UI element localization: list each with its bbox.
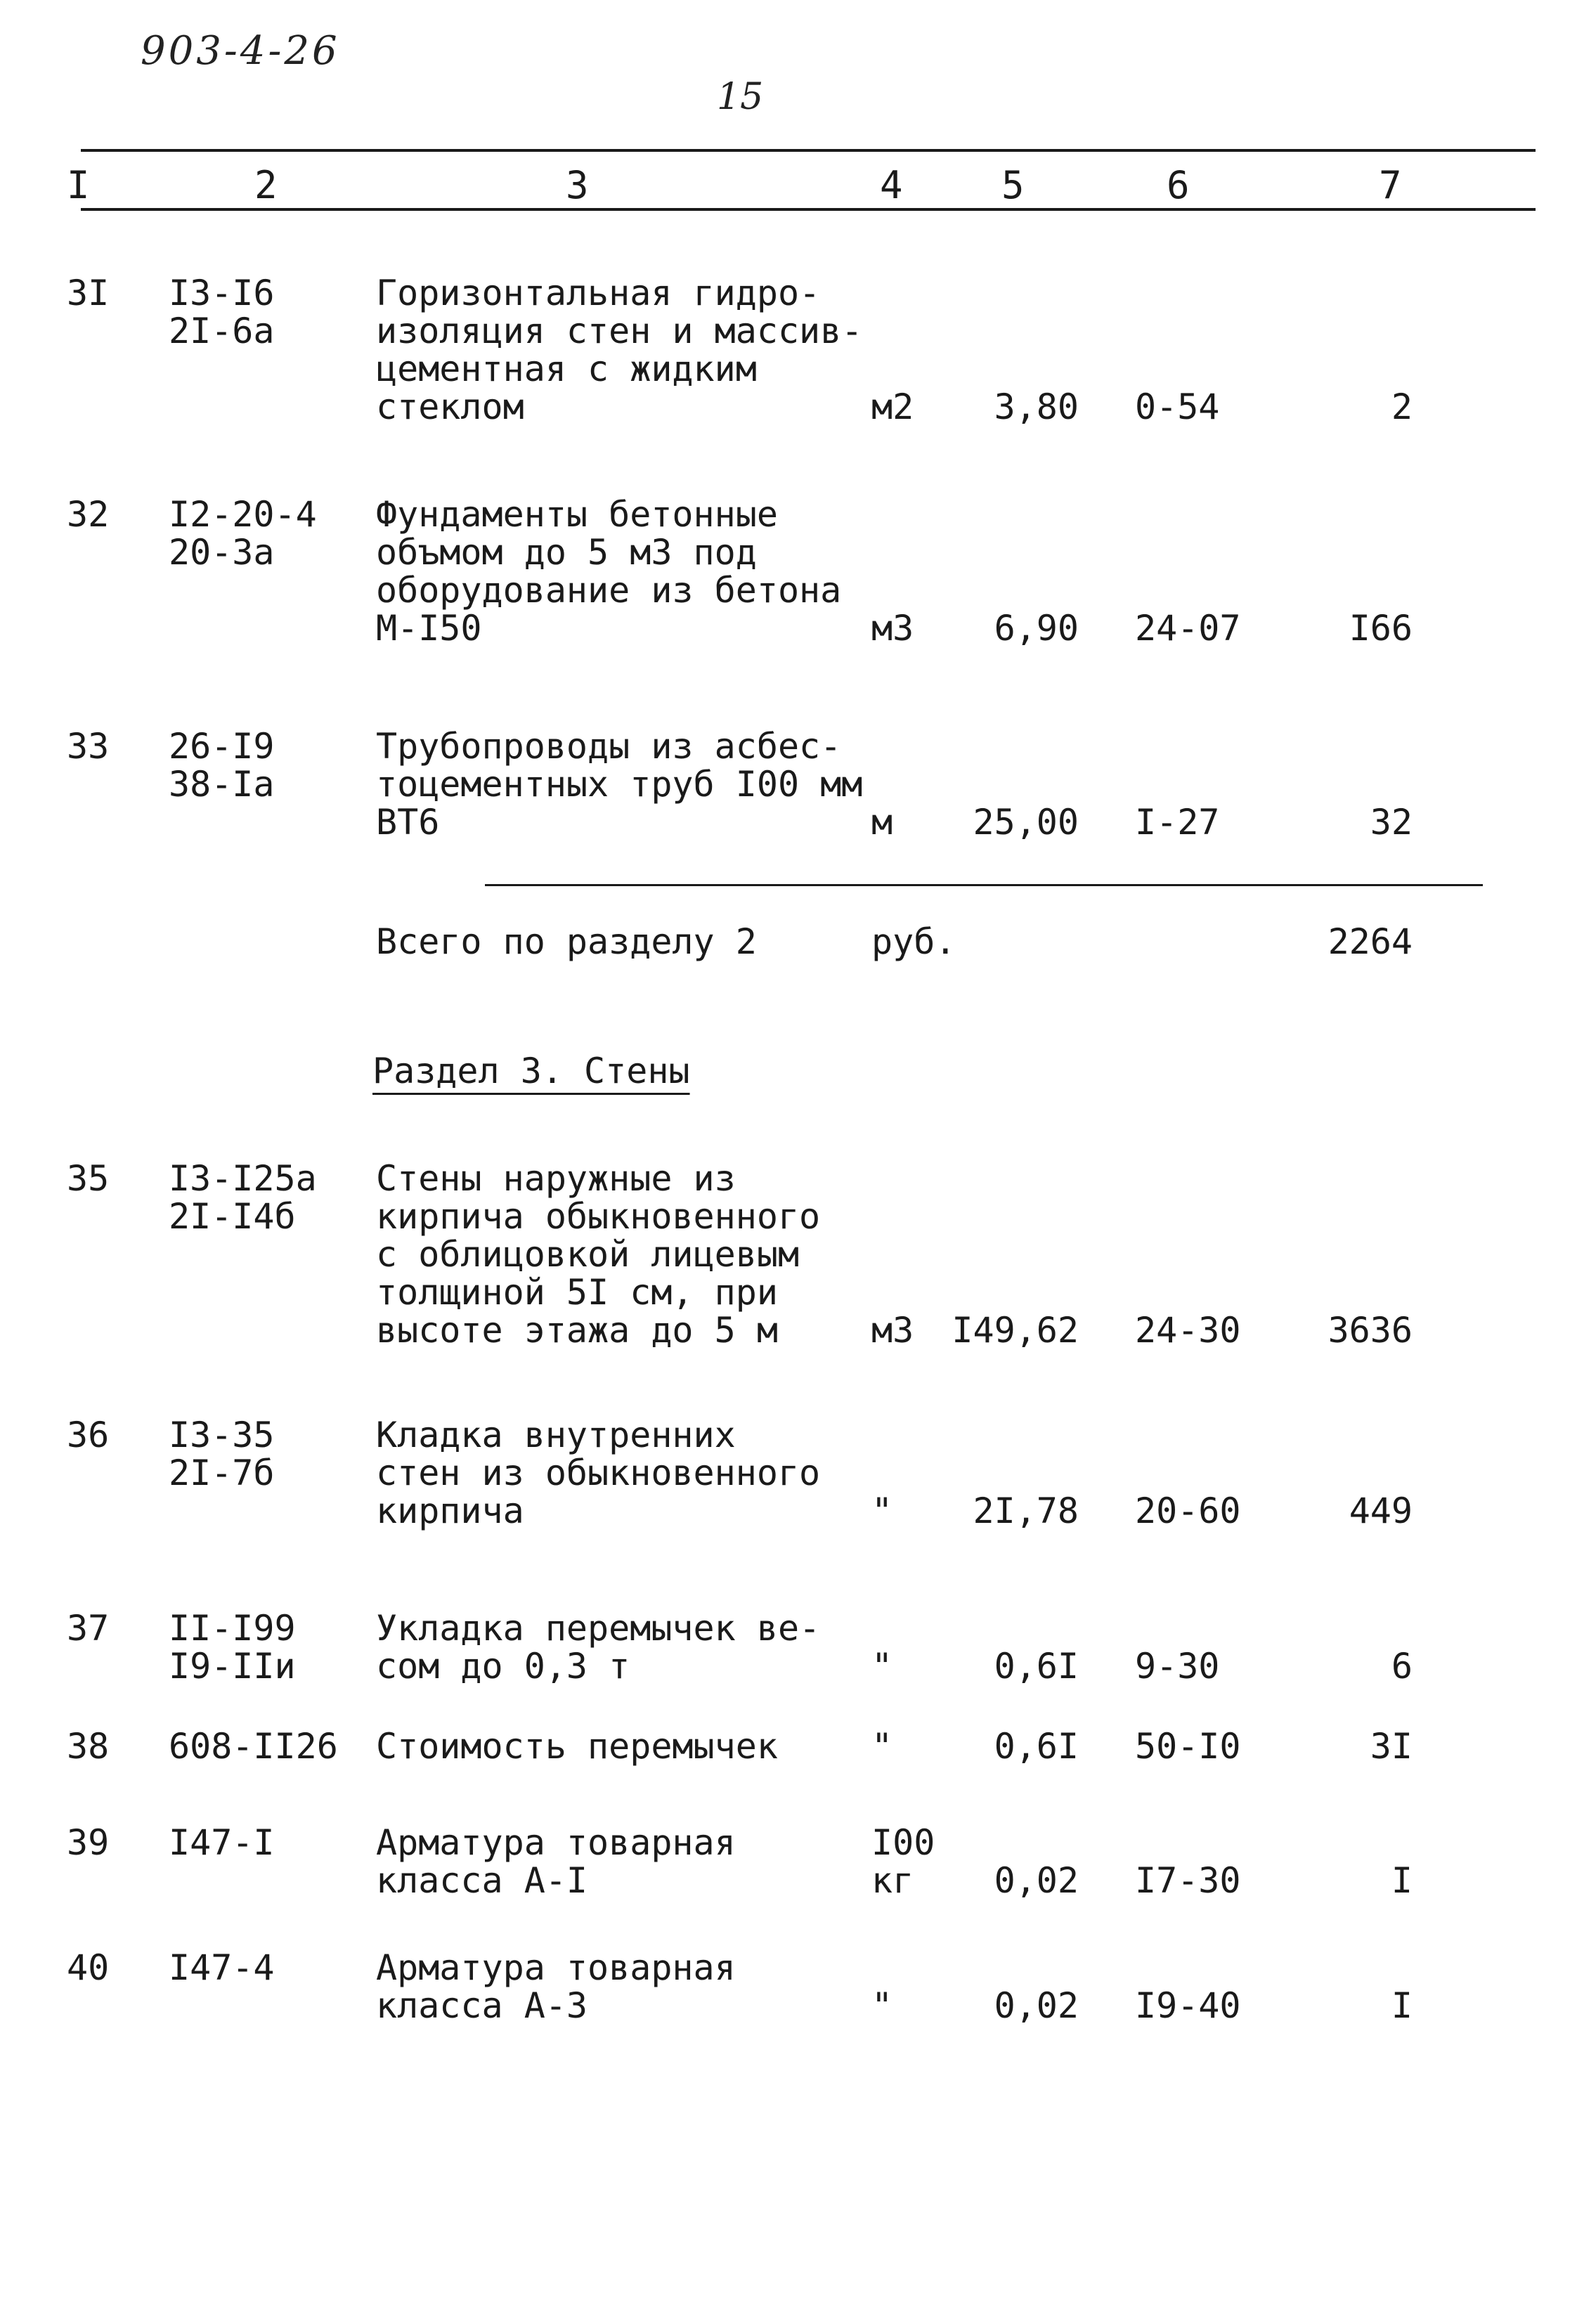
- row-total: 3I: [1370, 1726, 1413, 1767]
- row-code: 2I-7б: [169, 1453, 275, 1493]
- row-unit-price: I7-30: [1135, 1860, 1241, 1901]
- row-number: 35: [67, 1158, 110, 1199]
- row-unit: ": [871, 1985, 893, 2026]
- row-description: М-I50: [376, 608, 482, 649]
- col-header-1: I: [67, 163, 90, 207]
- row-unit: ": [871, 1646, 893, 1687]
- row-code: I47-4: [169, 1947, 275, 1988]
- col-header-3: 3: [566, 163, 589, 207]
- page-number: 15: [717, 76, 764, 118]
- row-description: кирпича: [376, 1491, 524, 1531]
- row-unit-price: 20-60: [1135, 1491, 1241, 1531]
- row-number: 38: [67, 1726, 110, 1767]
- row-total: I: [1391, 1860, 1413, 1901]
- row-number: 32: [67, 494, 110, 535]
- row-description: ВТ6: [376, 802, 440, 843]
- row-code: I3-I25а: [169, 1158, 317, 1199]
- row-quantity: 0,02: [994, 1985, 1079, 2026]
- row-description: оборудование из бетона: [376, 570, 842, 611]
- row-description: Стены наружные из: [376, 1158, 736, 1199]
- row-unit-price: I9-40: [1135, 1985, 1241, 2026]
- row-description: Трубопроводы из асбес-: [376, 726, 842, 767]
- row-description: стеклом: [376, 387, 524, 427]
- row-unit: м3: [871, 1310, 914, 1351]
- subtotal-label: Всего по разделу 2: [376, 921, 757, 962]
- row-code: I9-IIи: [169, 1646, 296, 1687]
- row-total: 449: [1349, 1491, 1413, 1531]
- document-code: 903-4-26: [141, 28, 340, 74]
- row-description: тоцементных труб I00 мм: [376, 764, 863, 805]
- row-total: 3636: [1328, 1310, 1413, 1351]
- row-code: 38-Iа: [169, 764, 275, 805]
- row-code: 2I-I4б: [169, 1196, 296, 1237]
- row-description: Фундаменты бетонные: [376, 494, 778, 535]
- row-unit-price: 9-30: [1135, 1646, 1220, 1687]
- row-description: толщиной 5I см, при: [376, 1272, 778, 1313]
- subtotal-rule: [485, 884, 1483, 886]
- row-description: Арматура товарная: [376, 1822, 736, 1863]
- row-unit: м3: [871, 608, 914, 649]
- row-number: 39: [67, 1822, 110, 1863]
- row-description: объмом до 5 м3 под: [376, 532, 757, 573]
- row-unit: м2: [871, 387, 914, 427]
- row-quantity: 0,6I: [994, 1646, 1079, 1687]
- row-quantity: 6,90: [994, 608, 1079, 649]
- row-unit-price: I-27: [1135, 802, 1220, 843]
- row-quantity: 2I,78: [973, 1491, 1079, 1531]
- row-description: с облицовкой лицевым: [376, 1234, 800, 1275]
- col-header-4: 4: [880, 163, 903, 207]
- subtotal-unit: руб.: [871, 921, 956, 962]
- row-unit-price: 24-07: [1135, 608, 1241, 649]
- row-unit: м: [871, 802, 893, 843]
- row-code: 20-3а: [169, 532, 275, 573]
- col-header-6: 6: [1167, 163, 1190, 207]
- row-description: цементная с жидким: [376, 349, 757, 389]
- row-unit: ": [871, 1491, 893, 1531]
- row-number: 40: [67, 1947, 110, 1988]
- row-description: сом до 0,3 т: [376, 1646, 630, 1687]
- header-rule: [81, 208, 1536, 211]
- row-description: класса А-I: [376, 1860, 588, 1901]
- row-total: 2: [1391, 387, 1413, 427]
- row-code: I3-35: [169, 1415, 275, 1455]
- row-unit-price: 0-54: [1135, 387, 1220, 427]
- row-unit-price: 24-30: [1135, 1310, 1241, 1351]
- row-total: 6: [1391, 1646, 1413, 1687]
- col-header-7: 7: [1379, 163, 1402, 207]
- row-code: I2-20-4: [169, 494, 317, 535]
- row-unit: I00 кг: [871, 1822, 935, 1901]
- row-description: Кладка внутренних: [376, 1415, 736, 1455]
- row-unit: ": [871, 1726, 893, 1767]
- row-number: 36: [67, 1415, 110, 1455]
- row-code: II-I99: [169, 1608, 296, 1649]
- row-code: I3-I6: [169, 273, 275, 313]
- row-code: 608-II26: [169, 1726, 338, 1767]
- row-unit-price: 50-I0: [1135, 1726, 1241, 1767]
- row-number: 33: [67, 726, 110, 767]
- row-code: I47-I: [169, 1822, 275, 1863]
- row-description: кирпича обыкновенного: [376, 1196, 821, 1237]
- row-total: 32: [1370, 802, 1413, 843]
- row-quantity: 25,00: [973, 802, 1079, 843]
- row-description: Горизонтальная гидро-: [376, 273, 821, 313]
- top-rule: [81, 149, 1536, 152]
- row-total: I: [1391, 1985, 1413, 2026]
- col-header-5: 5: [1001, 163, 1025, 207]
- subtotal-total: 2264: [1328, 921, 1413, 962]
- row-number: 3I: [67, 273, 110, 313]
- row-quantity: 0,6I: [994, 1726, 1079, 1767]
- row-description: Укладка перемычек ве-: [376, 1608, 821, 1649]
- col-header-2: 2: [254, 163, 278, 207]
- row-description: высоте этажа до 5 м: [376, 1310, 778, 1351]
- row-code: 26-I9: [169, 726, 275, 767]
- row-quantity: 0,02: [994, 1860, 1079, 1901]
- row-description: Арматура товарная: [376, 1947, 736, 1988]
- row-description: класса А-3: [376, 1985, 588, 2026]
- row-quantity: I49,62: [952, 1310, 1079, 1351]
- row-description: стен из обыкновенного: [376, 1453, 821, 1493]
- row-number: 37: [67, 1608, 110, 1649]
- row-code: 2I-6а: [169, 311, 275, 351]
- section-title: Раздел 3. Стены: [372, 1051, 690, 1091]
- row-description: изоляция стен и массив-: [376, 311, 863, 351]
- row-total: I66: [1349, 608, 1413, 649]
- row-description: Стоимость перемычек: [376, 1726, 778, 1767]
- row-quantity: 3,80: [994, 387, 1079, 427]
